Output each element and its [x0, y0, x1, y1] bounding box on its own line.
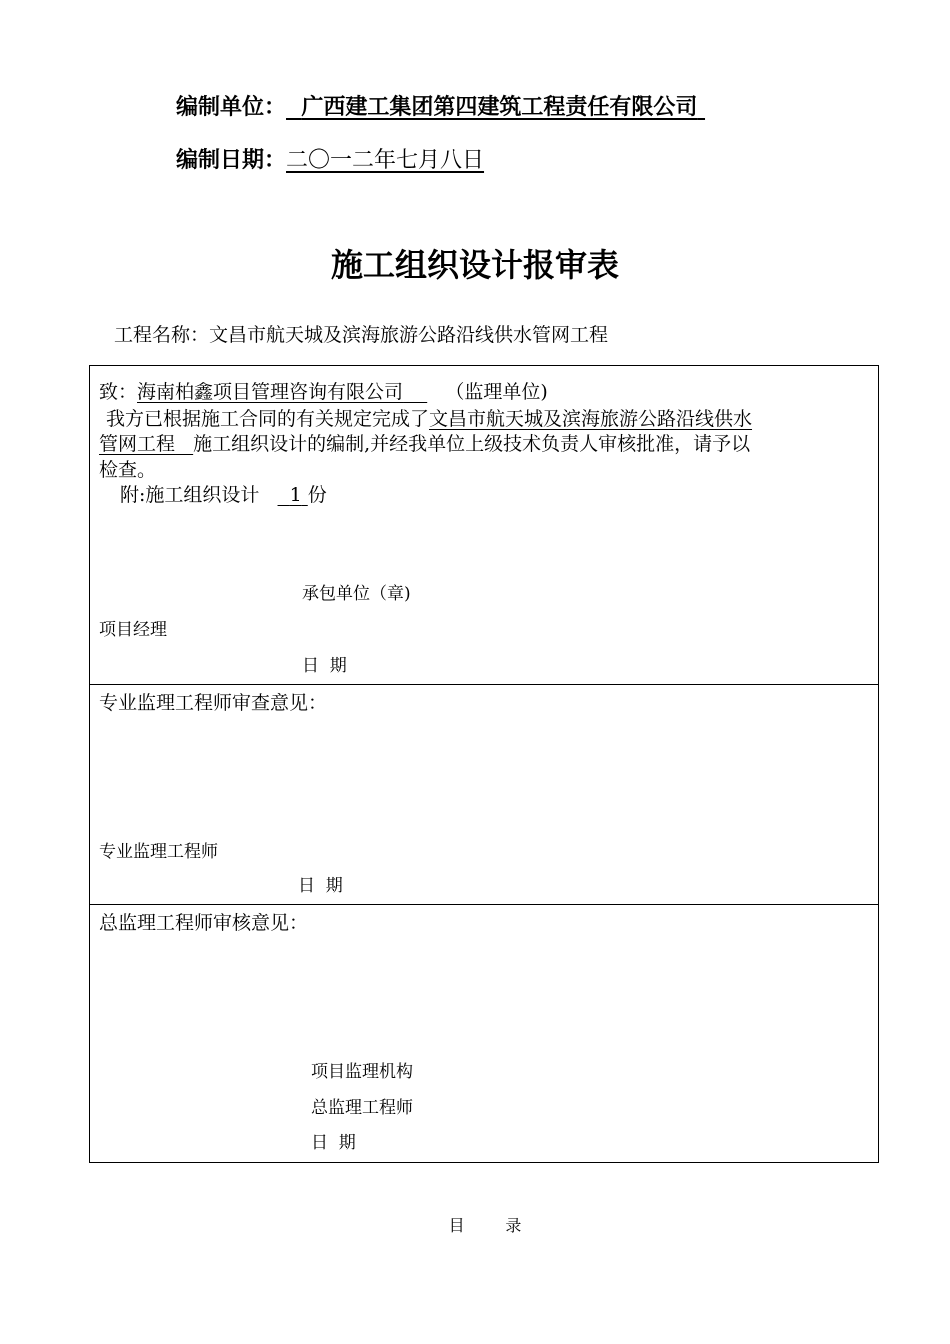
addressee-suffix: （监理单位) — [445, 381, 548, 403]
form-title: 施工组织设计报审表 — [330, 246, 619, 284]
section-divider-1 — [89, 684, 879, 685]
project-manager-label: 项目经理 — [99, 620, 167, 640]
engineer-review-heading: 专业监理工程师审查意见： — [99, 692, 328, 714]
project-name-label: 工程名称： — [114, 324, 210, 346]
addressee-line — [99, 377, 548, 404]
section-divider-2 — [89, 904, 879, 905]
project-name-line — [114, 320, 608, 347]
body-line-3: 检查。 — [99, 459, 157, 481]
compile-date-line — [176, 143, 484, 174]
compile-date-label: 编制日期： — [176, 148, 287, 173]
body-project-part1: 文昌市航天城及滨海旅游公路沿线供水 — [429, 408, 753, 430]
compiler-unit-label: 编制单位： — [176, 95, 287, 120]
addressee-value: 海南柏鑫项目管理咨询有限公司 — [137, 381, 404, 403]
supervision-org-label: 项目监理机构 — [311, 1062, 413, 1082]
attachment-unit: 份 — [307, 484, 327, 506]
attachment-count: 1 — [289, 484, 302, 506]
engineer-date-label: 日 期 — [298, 876, 343, 896]
chief-date-label: 日 期 — [311, 1133, 356, 1153]
body-line-2: 管网工程 施工组织设计的编制,并经我单位上级技术负责人审核批准，请予以 — [99, 433, 751, 455]
chief-engineer-label: 总监理工程师 — [311, 1098, 413, 1118]
contractor-date-label: 日 期 — [302, 656, 347, 676]
chief-review-heading: 总监理工程师审核意见： — [99, 912, 309, 934]
contractor-seal-label: 承包单位（章) — [302, 584, 411, 604]
compile-date-value: 二〇一二年七月八日 — [286, 148, 485, 173]
table-of-contents-label: 目 录 — [448, 1216, 522, 1235]
compiler-unit-value: 广西建工集团第四建筑工程责任有限公司 — [301, 95, 698, 120]
attachment-label: 附:施工组织设计 — [120, 484, 260, 506]
compiler-unit-line — [176, 90, 705, 121]
project-name-value: 文昌市航天城及滨海旅游公路沿线供水管网工程 — [209, 324, 609, 346]
addressee-label: 致： — [99, 381, 138, 403]
attachment-line — [120, 480, 327, 507]
body-line-1: 我方已根据施工合同的有关规定完成了文昌市航天城及滨海旅游公路沿线供水 — [106, 408, 753, 430]
engineer-signature-label: 专业监理工程师 — [99, 842, 218, 862]
body-project-part2: 管网工程 — [99, 433, 176, 455]
